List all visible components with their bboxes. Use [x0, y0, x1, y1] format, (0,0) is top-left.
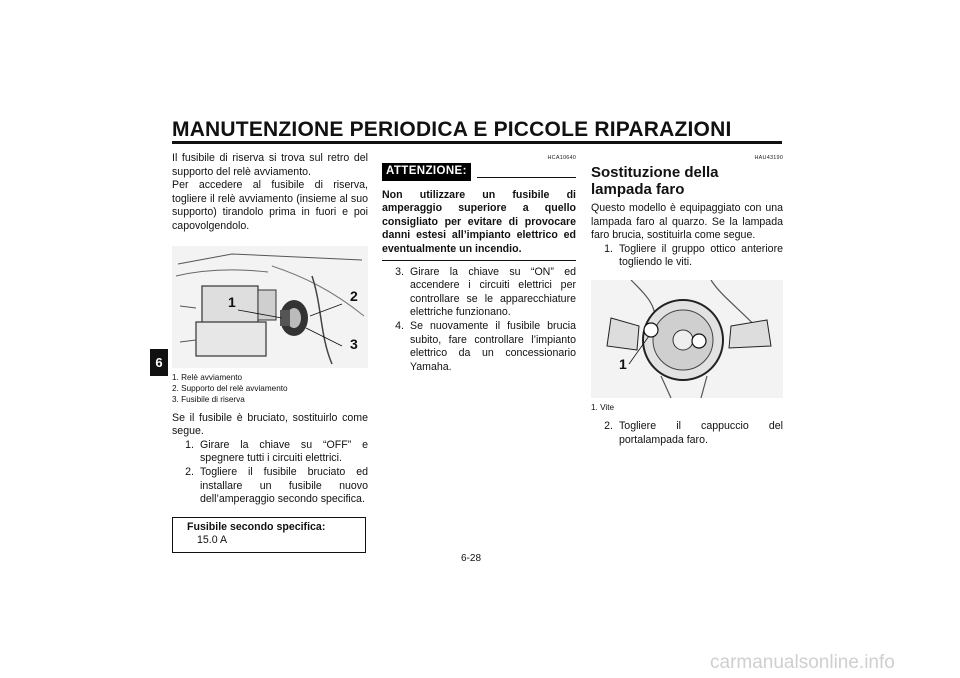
- column-3: [591, 152, 783, 447]
- relay-figure: [172, 246, 368, 368]
- page-title: MANUTENZIONE PERIODICA E PICCOLE RIPARAZIONI: [172, 118, 732, 141]
- steps-list: [172, 439, 368, 507]
- spec-box: [172, 517, 366, 553]
- watermark: carmanualsonline.info: [710, 652, 895, 673]
- list-item: 3. Girare la chiave su “ON” ed accendere i circuiti elettrici per controllare se le apparecchiature elettriche funzionano.: [395, 265, 576, 319]
- spec-label: Fusibile secondo specifica:: [187, 520, 326, 533]
- caption: 3. Fusibile di riserva: [172, 394, 245, 404]
- figure-callout-1: 1: [619, 355, 627, 372]
- figure-captions: [591, 402, 783, 413]
- warning-badge: ATTENZIONE:: [382, 163, 471, 181]
- steps-list: [591, 243, 783, 270]
- column-2: [382, 152, 576, 374]
- figure-captions: [172, 372, 368, 405]
- warning-text: Non utilizzare un fusibile di amperaggio superiore a quello consigliato per evitare di provocare danni estesi all’impianto elettrico ed eventualmente un incendio.: [382, 189, 576, 261]
- caption: 1. Vite: [591, 402, 615, 412]
- figure-callout-2: 2: [350, 287, 358, 304]
- intro-paragraph: Il fusibile di riserva si trova sul retro del supporto del relè avviamento.: [172, 152, 368, 178]
- spec-value: 15.0 A: [197, 533, 228, 546]
- body-paragraph: Se il fusibile è bruciato, sostituirlo come segue.: [172, 411, 368, 438]
- headlight-figure: [591, 280, 783, 398]
- reference-code: HCA10640: [547, 155, 576, 161]
- figure-callout-1: 1: [228, 293, 236, 310]
- warning-header: [382, 163, 576, 181]
- relay-illustration: [172, 246, 368, 368]
- page-number: 6-28: [461, 553, 482, 564]
- reference-code: HAU43190: [754, 155, 783, 161]
- steps-list: [382, 266, 576, 375]
- chapter-tab: 6: [150, 349, 168, 376]
- intro-paragraph: Questo modello è equipaggiato con una lampada faro al quarzo. Se la lampada faro brucia, sostituirla come segue.: [591, 202, 783, 242]
- title-rule: [172, 141, 782, 144]
- headlight-illustration: [591, 280, 783, 398]
- list-item: 4. Se nuovamente il fusibile brucia subito, fare controllare l’impianto elettrico da un concessionario Yamaha.: [395, 319, 576, 373]
- list-item: 2. Togliere il cappuccio del portalampada faro.: [604, 419, 783, 446]
- steps-list: [591, 420, 783, 447]
- warning-rule: [477, 177, 576, 178]
- list-item: 1. Togliere il gruppo ottico anteriore togliendo le viti.: [604, 242, 783, 269]
- intro-paragraph-2: Per accedere al fusibile di riserva, togliere il relè avviamento (insieme al suo supporto) tirandolo prima in fuori e poi capovolgendolo.: [172, 179, 368, 232]
- column-1: [172, 152, 368, 553]
- list-item: 1. Girare la chiave su “OFF” e spegnere tutti i circuiti elettrici.: [185, 438, 368, 465]
- caption: 1. Relè avviamento: [172, 372, 243, 382]
- section-heading: Sostituzione della lampada faro: [591, 164, 719, 198]
- list-item: 2. Togliere il fusibile bruciato ed installare un fusibile nuovo dell’amperaggio secondo specifica.: [185, 465, 368, 506]
- caption: 2. Supporto del relè avviamento: [172, 383, 288, 393]
- figure-callout-3: 3: [350, 335, 358, 352]
